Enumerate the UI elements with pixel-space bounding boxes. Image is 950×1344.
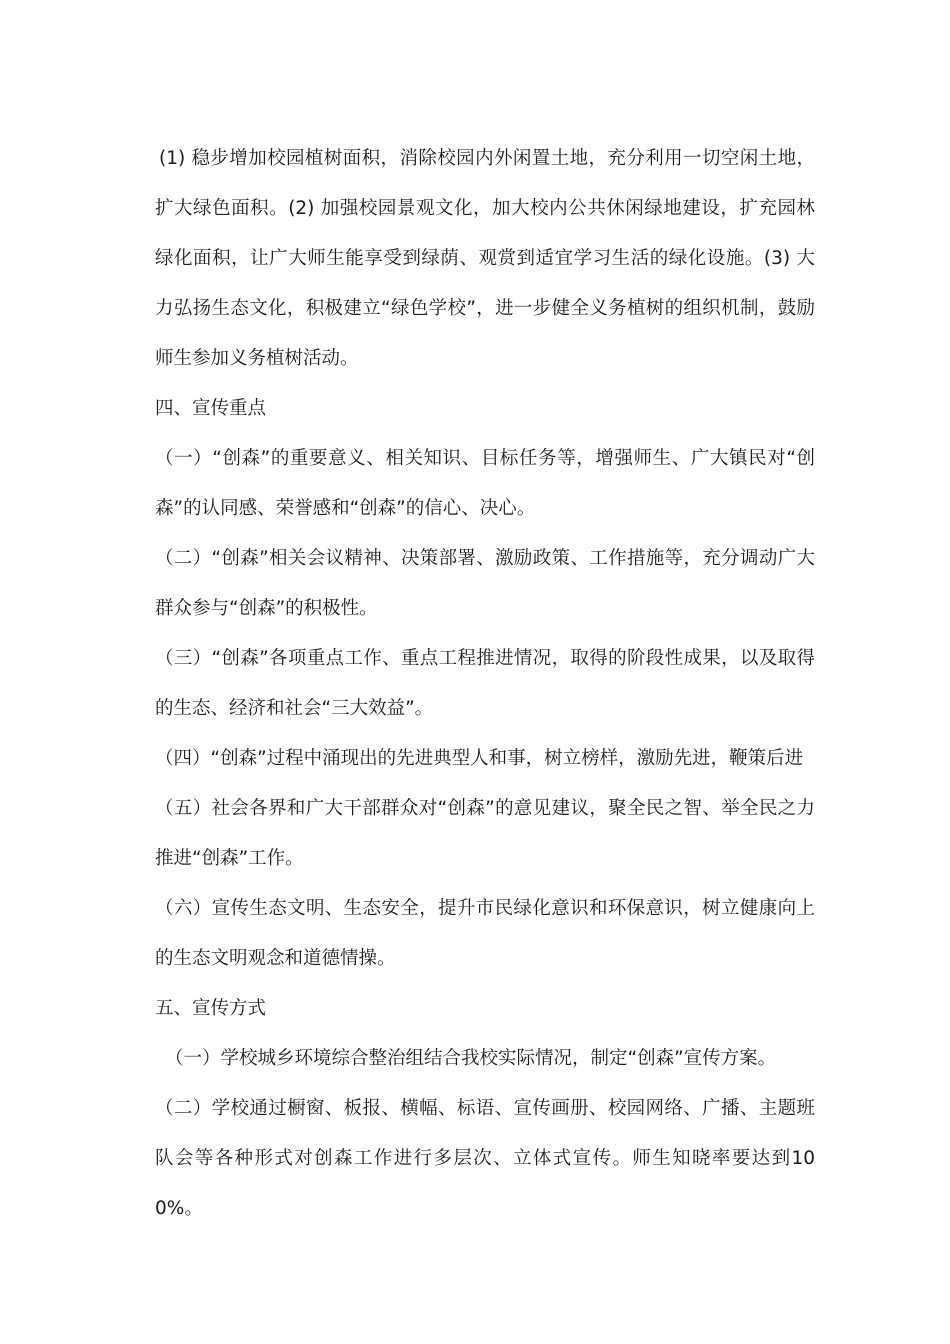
section-heading-publicity-focus: 四、宣传重点: [155, 398, 267, 419]
paragraph-greening-measures: (1) 稳步增加校园植树面积，消除校园内外闲置土地，充分利用一切空闲土地，扩大绿色面积。(2) 加强校园景观文化，加大校内公共休闲绿地建设，扩充园林绿化面积，让广大师生能享受到绿荫、观赏到适宜学习生活的绿化设施。(3) 大力弘扬生态文化，积极建立“绿色学校”，进一步健全义务植树的组织机制，鼓励师生参加义务植树活动。: [155, 148, 815, 369]
section-heading-publicity-methods: 五、宣传方式: [155, 998, 267, 1019]
paragraph-method-2: （二）学校通过橱窗、板报、横幅、标语、宣传画册、校园网络、广播、主题班队会等各种形式对创森工作进行多层次、立体式宣传。师生知晓率要达到100%。: [155, 1098, 815, 1219]
paragraph-focus-2: （二）“创森”相关会议精神、决策部署、激励政策、工作措施等，充分调动广大群众参与“创森”的积极性。: [155, 548, 815, 619]
paragraph-focus-3: （三）“创森”各项重点工作、重点工程推进情况，取得的阶段性成果，以及取得的生态、经济和社会“三大效益”。: [155, 648, 815, 719]
paragraph-focus-1: （一）“创森”的重要意义、相关知识、目标任务等，增强师生、广大镇民对“创森”的认同感、荣誉感和“创森”的信心、决心。: [155, 448, 815, 519]
document-body: [155, 134, 815, 1234]
paragraph-focus-4: （四）“创森”过程中涌现出的先进典型人和事，树立榜样，激励先进，鞭策后进: [155, 748, 804, 769]
paragraph-method-1: （一）学校城乡环境综合整治组结合我校实际情况，制定“创森”宣传方案。: [165, 1048, 777, 1069]
paragraph-focus-5: （五）社会各界和广大干部群众对“创森”的意见建议，聚全民之智、举全民之力推进“创森”工作。: [155, 798, 815, 869]
paragraph-focus-6: （六）宣传生态文明、生态安全，提升市民绿化意识和环保意识，树立健康向上的生态文明观念和道德情操。: [155, 898, 815, 969]
